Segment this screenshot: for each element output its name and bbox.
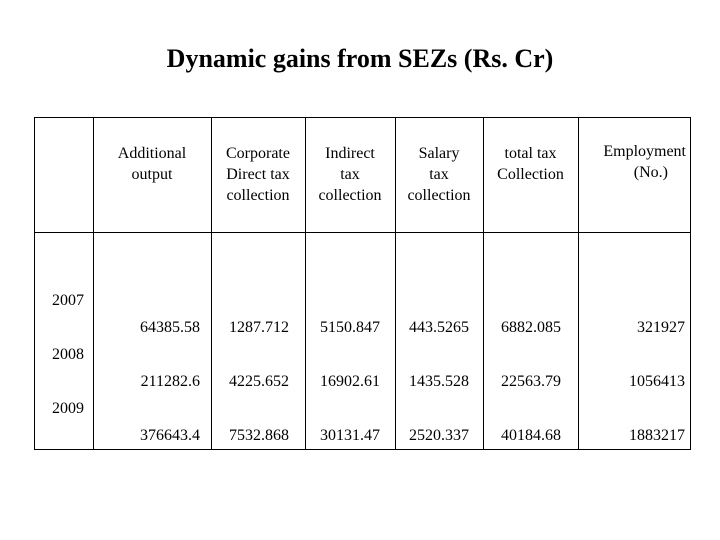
- row-year-2007: 2007: [52, 292, 84, 309]
- header-employment: Employment (No.): [603, 143, 686, 181]
- table-cell: 5150.847: [320, 319, 380, 336]
- table-cell: 2520.337: [409, 427, 469, 444]
- table-cell: 7532.868: [229, 427, 289, 444]
- table-cell: 1435.528: [409, 373, 469, 390]
- header-total-tax: total tax Collection: [497, 145, 564, 183]
- table-cell: 321927: [637, 319, 685, 336]
- header-corporate-direct-tax: Corporate Direct tax collection: [226, 145, 290, 204]
- header-indirect-tax: Indirect tax collection: [318, 145, 382, 204]
- col-divider: [34, 117, 35, 450]
- row-year-2008: 2008: [52, 346, 84, 363]
- row-year-2009: 2009: [52, 400, 84, 417]
- table-border-bottom: [34, 449, 691, 450]
- table-cell: 30131.47: [320, 427, 380, 444]
- table-cell: 6882.085: [501, 319, 561, 336]
- table-cell: 22563.79: [501, 373, 561, 390]
- header-salary-tax: Salary tax collection: [407, 145, 471, 204]
- table-cell: 4225.652: [229, 373, 289, 390]
- table-cell: 1056413: [629, 373, 685, 390]
- table-cell: 211282.6: [140, 373, 200, 390]
- table-border-top: [34, 117, 691, 118]
- table-cell: 443.5265: [409, 319, 469, 336]
- table-cell: 1287.712: [229, 319, 289, 336]
- header-additional-output: Additional output: [117, 145, 187, 183]
- table-cell: 1883217: [629, 427, 685, 444]
- table-cell: 64385.58: [140, 319, 200, 336]
- table-border-right: [690, 117, 691, 450]
- table-cell: 376643.4: [140, 427, 200, 444]
- header-divider: [34, 232, 691, 233]
- table-cell: 40184.68: [501, 427, 561, 444]
- table-cell: 16902.61: [320, 373, 380, 390]
- page-title: Dynamic gains from SEZs (Rs. Cr): [166, 44, 554, 73]
